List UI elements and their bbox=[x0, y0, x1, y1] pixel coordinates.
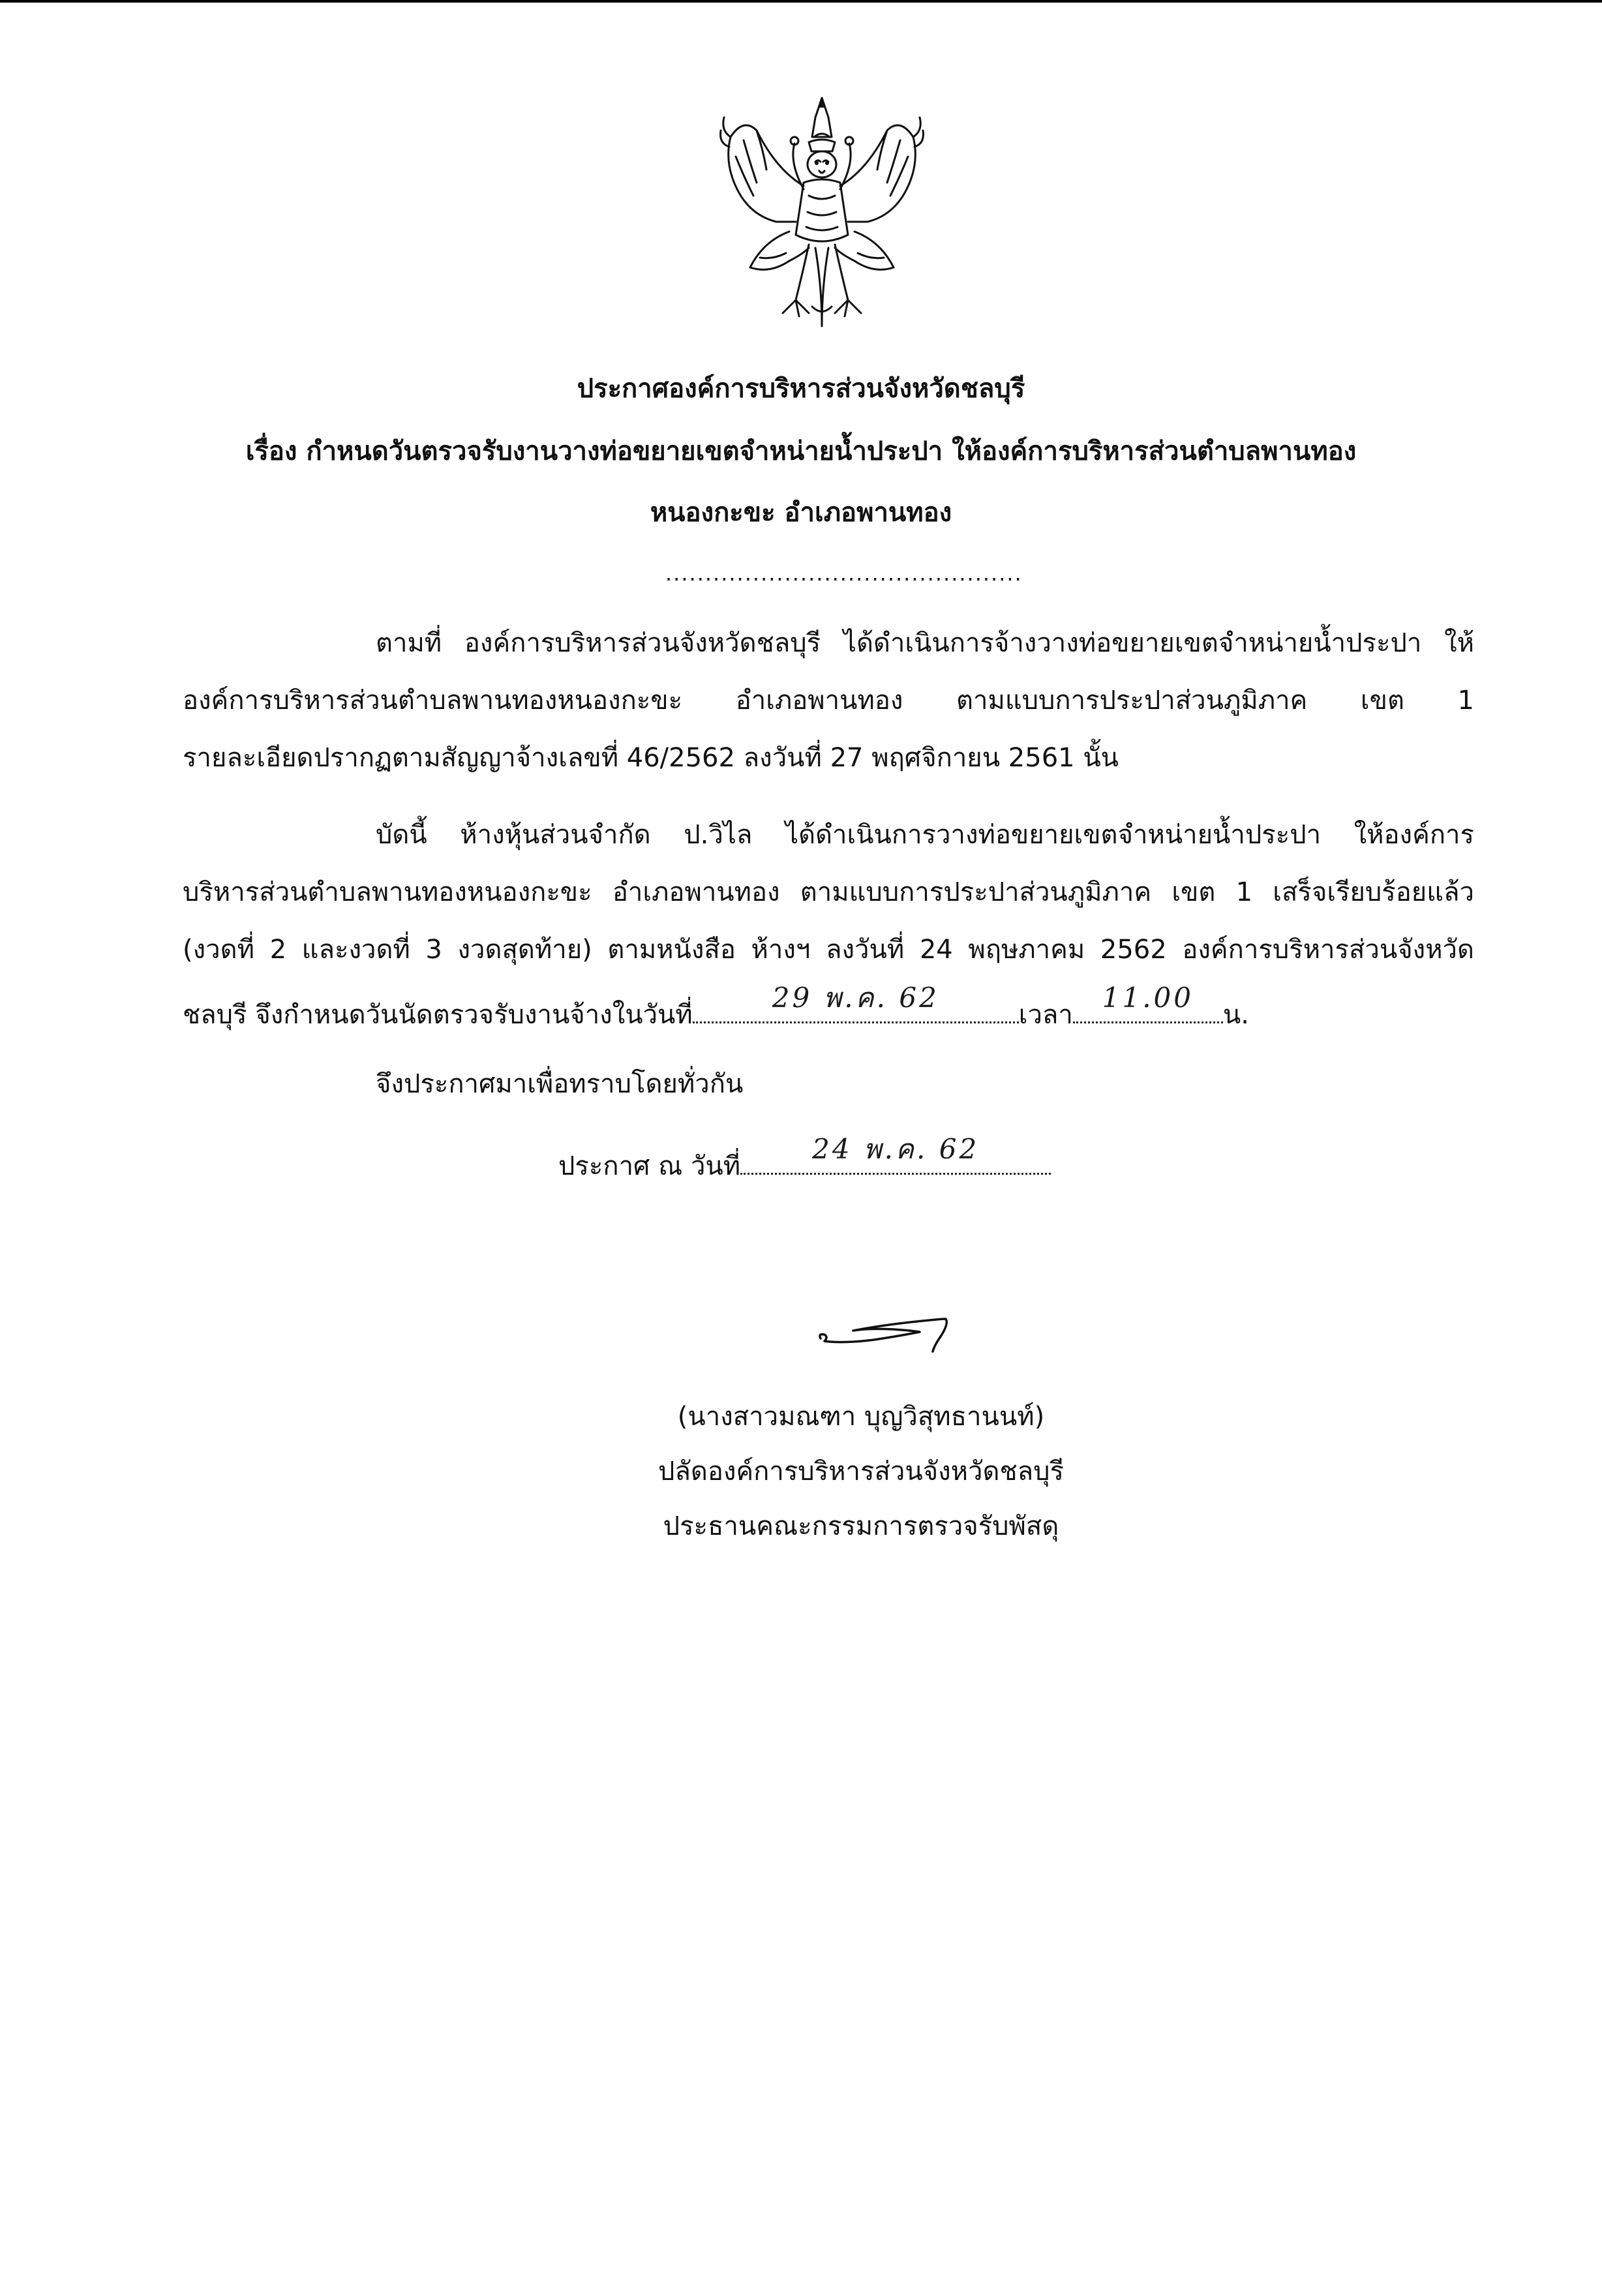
inspection-time-field bbox=[1073, 982, 1223, 1023]
signatory-position: ปลัดองค์การบริหารส่วนจังหวัดชลบุรี bbox=[657, 1457, 1065, 1487]
time-suffix: น. bbox=[1222, 1000, 1249, 1030]
inspection-time-handwritten: 11.00 bbox=[1102, 982, 1194, 1014]
paragraph-2-line-4 bbox=[183, 982, 1474, 1033]
scan-top-edge bbox=[0, 0, 1602, 3]
signatory-role: ประธานคณะกรรมการตรวจรับพัสดุ bbox=[663, 1511, 1059, 1541]
time-label: เวลา bbox=[1018, 1000, 1073, 1030]
announcement-title: ประกาศองค์การบริหารส่วนจังหวัดชลบุรี bbox=[577, 374, 1025, 404]
announce-date-label: ประกาศ ณ วันที่ bbox=[558, 1151, 741, 1181]
announce-date-handwritten: 24 พ.ค. 62 bbox=[812, 1133, 980, 1165]
announce-date-field bbox=[740, 1133, 1051, 1175]
title-separator: ............................................. bbox=[665, 561, 1023, 586]
closing-statement: จึงประกาศมาเพื่อทราบโดยทั่วกัน bbox=[376, 1069, 744, 1099]
paragraph-1-line-1: ตามที่ องค์การบริหารส่วนจังหวัดชลบุรี ได้ดำเนินการจ้างวางท่อขยายเขตจำหน่ายน้ำประปา ให้ bbox=[376, 628, 1474, 658]
paragraph-1-line-2: องค์การบริหารส่วนตำบลพานทองหนองกะขะ อำเภอพานทอง ตามแบบการประปาส่วนภูมิภาค เขต 1 bbox=[183, 686, 1474, 716]
subject-line-2: หนองกะขะ อำเภอพานทอง bbox=[650, 498, 952, 528]
paragraph-2-line-1: บัดนี้ ห้างหุ้นส่วนจำกัด ป.วิไล ได้ดำเนินการวางท่อขยายเขตจำหน่ายน้ำประปา ให้องค์การ bbox=[376, 820, 1474, 850]
signatory-name: (นางสาวมณฑา บุญวิสุทธานนท์) bbox=[677, 1402, 1045, 1432]
handwritten-signature bbox=[815, 1305, 965, 1357]
paragraph-2-line-3: (งวดที่ 2 และงวดที่ 3 งวดสุดท้าย) ตามหนังสือ ห้างฯ ลงวันที่ 24 พฤษภาคม 2562 องค์การบริหารส่วนจังหวัด bbox=[183, 935, 1474, 965]
announcement-date-line bbox=[558, 1133, 1051, 1185]
subject-line-1: เรื่อง กำหนดวันตรวจรับงานวางท่อขยายเขตจำหน่ายน้ำประปา ให้องค์การบริหารส่วนตำบลพานทอง bbox=[245, 436, 1357, 466]
garuda-emblem-icon bbox=[718, 91, 926, 339]
paragraph-1-line-3: รายละเอียดปรากฏตามสัญญาจ้างเลขที่ 46/2562 ลงวันที่ 27 พฤศจิกายน 2561 นั้น bbox=[183, 743, 1119, 773]
inspection-date-prefix: ชลบุรี จึงกำหนดวันนัดตรวจรับงานจ้างในวันที่ bbox=[183, 1000, 693, 1030]
paragraph-2-line-2: บริหารส่วนตำบลพานทองหนองกะขะ อำเภอพานทอง ตามแบบการประปาส่วนภูมิภาค เขต 1 เสร็จเรียบร้อยแล้ว bbox=[183, 877, 1474, 907]
inspection-date-field bbox=[693, 982, 1019, 1023]
inspection-date-handwritten: 29 พ.ค. 62 bbox=[772, 982, 939, 1014]
